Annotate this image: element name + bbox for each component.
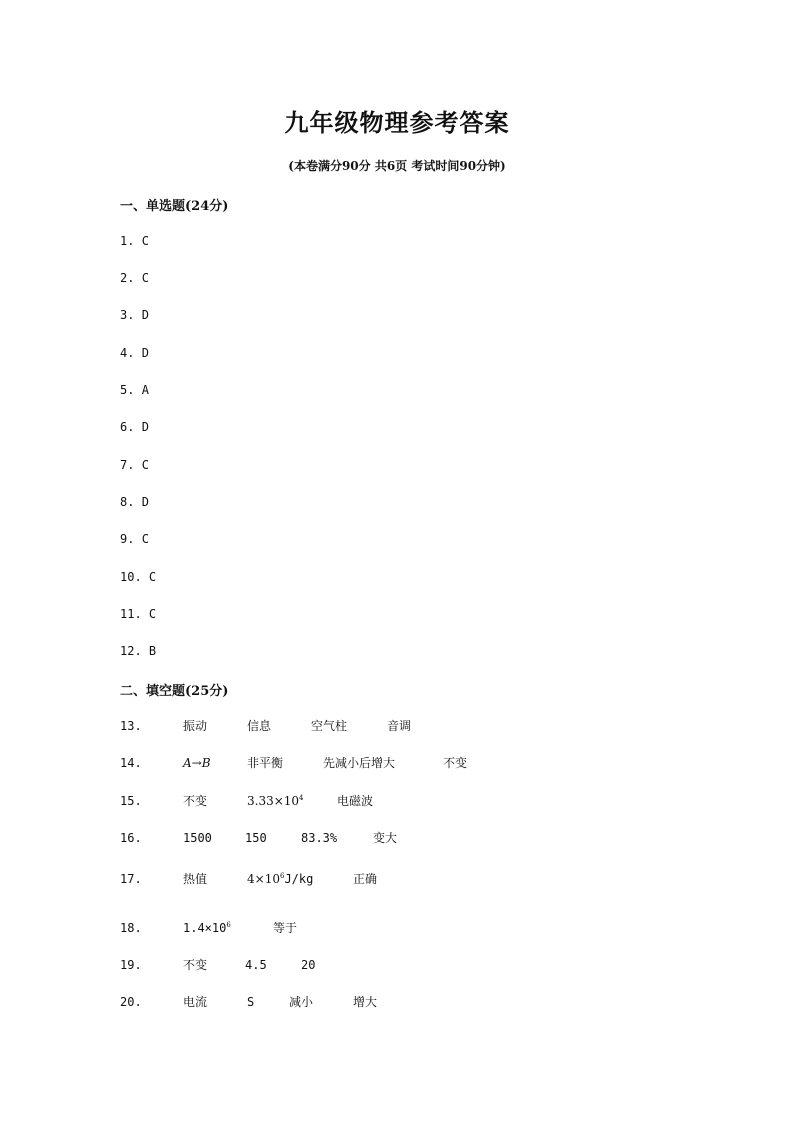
answer-item bbox=[120, 493, 183, 511]
question-number: 2. C bbox=[120, 271, 149, 285]
answer-text: 减小 bbox=[289, 995, 314, 1009]
question-number: 15. bbox=[120, 794, 142, 808]
section-heading-fill-blank: 二、填空题(25分) bbox=[120, 684, 229, 699]
question-number: 19. bbox=[120, 958, 142, 972]
answer-item bbox=[120, 232, 183, 250]
question-number: 7. C bbox=[120, 458, 149, 472]
answer-item bbox=[120, 269, 183, 287]
question-number: 4. D bbox=[120, 346, 149, 360]
answer-item bbox=[120, 530, 183, 548]
answer-text: 4.5 bbox=[245, 958, 267, 972]
page-subtitle: (本卷满分90分 共6页 考试时间90分钟) bbox=[288, 159, 506, 173]
answer-text: 150 bbox=[245, 831, 267, 845]
answer-text: 音调 bbox=[387, 719, 412, 733]
fill-blank-row bbox=[120, 870, 520, 888]
fill-blank-row bbox=[120, 717, 520, 735]
answer-item bbox=[120, 344, 183, 362]
exponent: 4 bbox=[299, 794, 304, 802]
question-number: 5. A bbox=[120, 383, 149, 397]
answer-text: $3.33\times 10^4$ bbox=[247, 794, 304, 808]
question-number: 11. C bbox=[120, 607, 157, 621]
answer-item bbox=[120, 605, 183, 623]
answer-item bbox=[120, 381, 183, 399]
answer-text: 空气柱 bbox=[311, 719, 348, 733]
answer-item bbox=[120, 642, 183, 660]
answer-text: 不变 bbox=[183, 958, 208, 972]
answer-text: 不变 bbox=[183, 794, 208, 808]
answer-item bbox=[120, 568, 183, 586]
question-number: 13. bbox=[120, 719, 142, 733]
answer-text: S bbox=[247, 995, 255, 1009]
answer-text: 1500 bbox=[183, 831, 212, 845]
answer-item bbox=[120, 306, 183, 324]
answer-text: 振动 bbox=[183, 719, 208, 733]
answer-text: 信息 bbox=[247, 719, 272, 733]
fill-blank-row bbox=[120, 792, 520, 810]
answer-item bbox=[120, 418, 183, 436]
question-number: 8. D bbox=[120, 495, 149, 509]
answer-text: 热值 bbox=[183, 872, 208, 886]
question-number: 9. C bbox=[120, 532, 149, 546]
fill-blank-row bbox=[120, 956, 520, 974]
answer-text: $1.4\times 10^6$ bbox=[183, 921, 231, 935]
answer-text: A→B bbox=[183, 756, 211, 770]
answer-text: $4\times 10^6J/kg$ bbox=[247, 872, 314, 886]
answer-text: 变大 bbox=[373, 831, 398, 845]
fill-blank-row bbox=[120, 993, 520, 1011]
question-number: 18. bbox=[120, 921, 142, 935]
answer-text: 等于 bbox=[273, 921, 298, 935]
fill-blank-row bbox=[120, 829, 520, 847]
answer-text: 20 bbox=[301, 958, 316, 972]
fill-blank-row bbox=[120, 754, 520, 772]
page-title: 九年级物理参考答案 bbox=[284, 108, 510, 137]
answer-text: 电流 bbox=[183, 995, 208, 1009]
section-heading-single-choice: 一、单选题(24分) bbox=[120, 199, 229, 214]
answer-text: 电磁波 bbox=[337, 794, 374, 808]
question-number: 14. bbox=[120, 756, 142, 770]
answer-text: 增大 bbox=[353, 995, 378, 1009]
answer-text: 先减小后增大 bbox=[323, 756, 396, 770]
question-number: 10. C bbox=[120, 570, 157, 584]
question-number: 1. C bbox=[120, 234, 149, 248]
question-number: 6. D bbox=[120, 420, 149, 434]
answer-text: 非平衡 bbox=[247, 756, 284, 770]
question-number: 12. B bbox=[120, 644, 157, 658]
answer-text: 正确 bbox=[353, 872, 378, 886]
question-number: 20. bbox=[120, 995, 142, 1009]
question-number: 3. D bbox=[120, 308, 149, 322]
exponent: 6 bbox=[226, 921, 231, 929]
answer-text: 83.3% bbox=[301, 831, 338, 845]
question-number: 17. bbox=[120, 872, 142, 886]
question-number: 16. bbox=[120, 831, 142, 845]
answer-text: 不变 bbox=[443, 756, 468, 770]
exponent: 6 bbox=[279, 872, 285, 880]
fill-blank-row bbox=[120, 919, 520, 937]
answer-item bbox=[120, 456, 183, 474]
